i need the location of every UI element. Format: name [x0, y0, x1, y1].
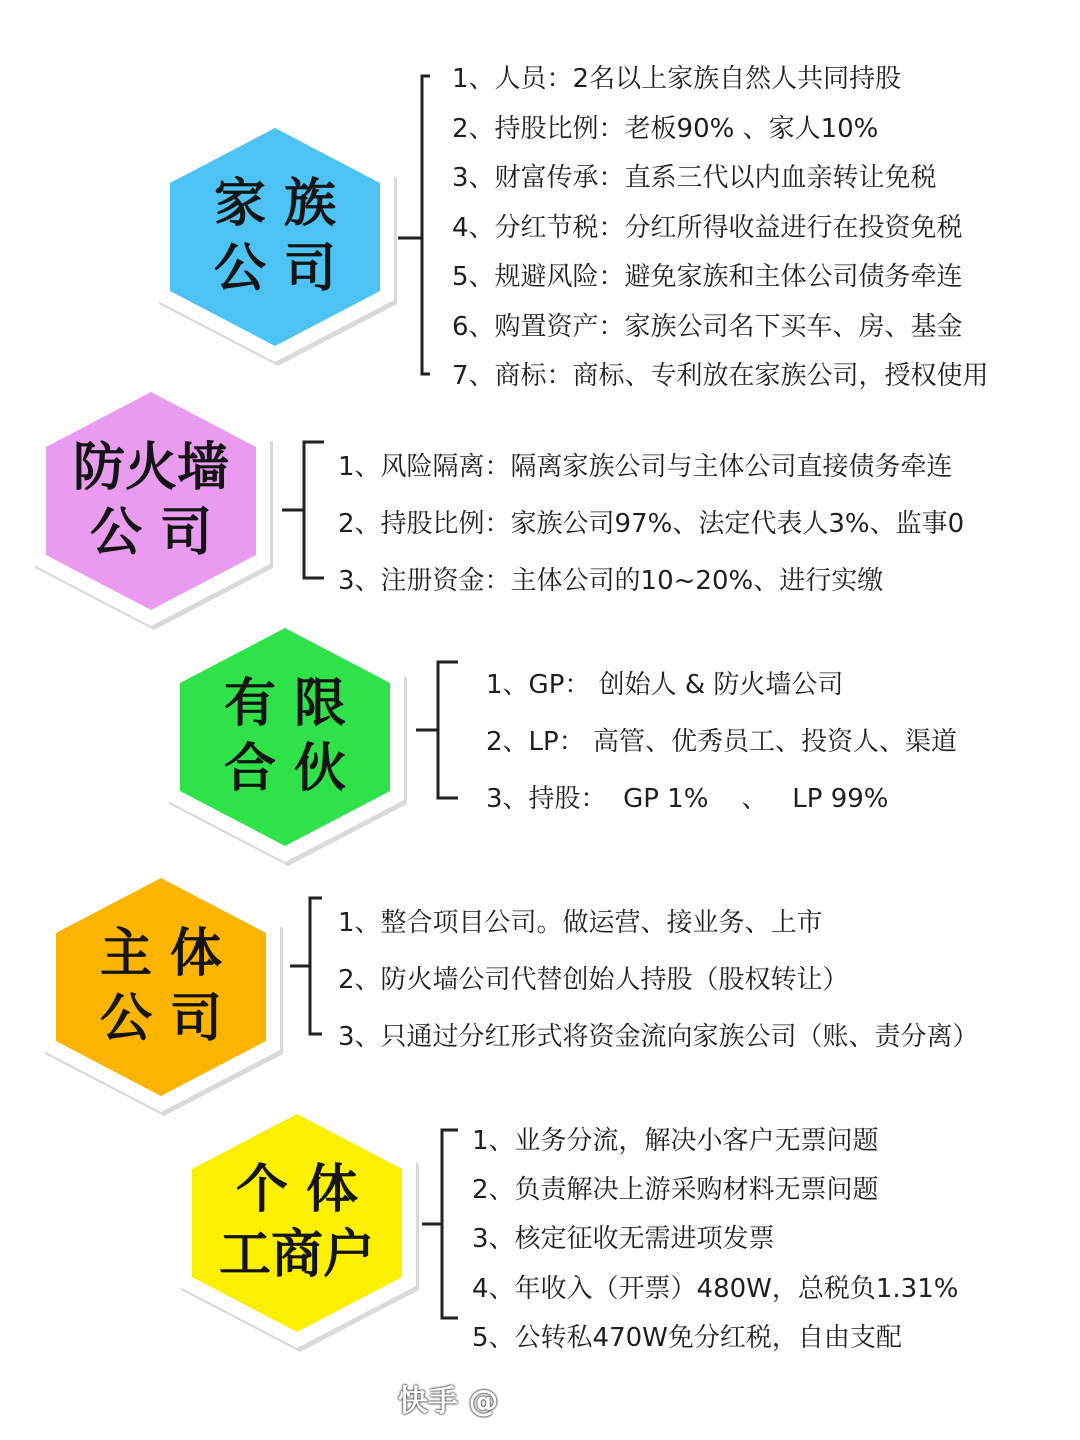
- hexagon-firewall-company: [26, 372, 276, 630]
- hexagon-title-line1: 家 族: [213, 174, 337, 234]
- hexagon-title-line2: 公 司: [213, 239, 337, 299]
- hexagon-title-line2: 公 司: [89, 503, 213, 563]
- list-item: 3、注册资金：主体公司的10~20%、进行实缴: [338, 566, 884, 596]
- hexagon-title: [26, 372, 276, 630]
- list-item: 2、负责解决上游采购材料无票问题: [472, 1175, 879, 1205]
- list-item: 2、LP： 高管、优秀员工、投资人、渠道: [486, 727, 957, 757]
- hexagon-title: [160, 608, 410, 866]
- list-item: 3、持股： GP 1% 、 LP 99%: [486, 784, 889, 814]
- hexagon-title-line1: 个 体: [235, 1160, 359, 1220]
- list-item: 1、业务分流，解决小客户无票问题: [472, 1126, 879, 1156]
- hexagon-main-company: [36, 858, 286, 1116]
- bracket-connector: [288, 892, 328, 1042]
- hexagon-individual-business: [172, 1094, 422, 1352]
- list-item: 5、规避风险：避免家族和主体公司债务牵连: [452, 262, 963, 292]
- list-item: 7、商标：商标、专利放在家族公司，授权使用: [452, 361, 989, 391]
- hexagon-title-line2: 合 伙: [223, 739, 347, 799]
- list-item: 2、持股比例：家族公司97%、法定代表人3%、监事0: [338, 509, 965, 539]
- list-item: 2、持股比例：老板90% 、家人10%: [452, 114, 879, 144]
- hexagon-title: [36, 858, 286, 1116]
- bracket-connector: [396, 70, 436, 380]
- hexagon-title: [172, 1094, 422, 1352]
- hexagon-title-line1: 主 体: [99, 924, 223, 984]
- hexagon-family-company: [150, 108, 400, 366]
- bracket-connector: [420, 1124, 464, 1324]
- list-item: 3、只通过分红形式将资金流向家族公司（账、责分离）: [338, 1022, 979, 1052]
- hexagon-limited-partnership: [160, 608, 410, 866]
- list-item: 1、GP： 创始人 & 防火墙公司: [486, 670, 844, 700]
- list-item: 2、防火墙公司代替创始人持股（股权转让）: [338, 965, 849, 995]
- list-item: 5、公转私470W免分红税，自由支配: [472, 1323, 902, 1353]
- bracket-connector: [414, 656, 464, 806]
- hexagon-title-line1: 防火墙: [72, 438, 229, 498]
- list-item: 3、财富传承：直系三代以内血亲转让免税: [452, 163, 937, 193]
- list-item: 6、购置资产：家族公司名下买车、房、基金: [452, 312, 963, 342]
- list-item: 1、整合项目公司。做运营、接业务、上市: [338, 908, 823, 938]
- list-item: 1、人员：2名以上家族自然人共同持股: [452, 64, 902, 94]
- bracket-connector: [280, 436, 330, 586]
- list-item: 3、核定征收无需进项发票: [472, 1224, 775, 1254]
- hexagon-title-line2: 公 司: [99, 989, 223, 1049]
- list-item: 4、年收入（开票）480W，总税负1.31%: [472, 1274, 959, 1304]
- watermark: 快手 @: [398, 1384, 499, 1419]
- hexagon-title-line2: 工商户: [218, 1225, 375, 1285]
- hexagon-title-line1: 有 限: [223, 674, 347, 734]
- hexagon-title: [150, 108, 400, 366]
- list-item: 4、分红节税：分红所得收益进行在投资免税: [452, 213, 963, 243]
- list-item: 1、风险隔离：隔离家族公司与主体公司直接债务牵连: [338, 452, 953, 482]
